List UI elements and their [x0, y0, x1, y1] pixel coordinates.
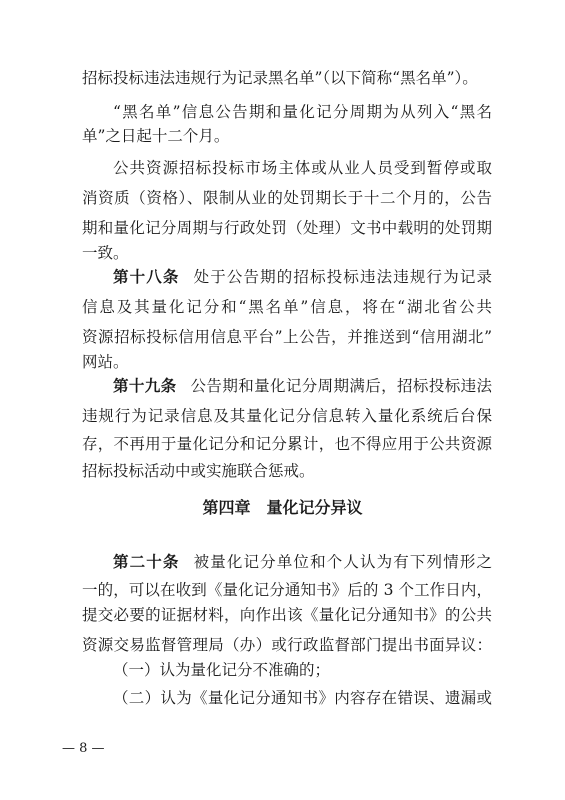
paragraph-line: 期和量化记分周期与行政处罚（处理）文书中载明的处罚期 [82, 219, 492, 237]
article-18-text: 处于公告期的招标投标违法违规行为记录 [193, 268, 492, 286]
paragraph-line: 资源交易监督管理局（办）或行政监督部门提出书面异议： [82, 636, 492, 654]
article-20-title: 第二十条 [113, 553, 180, 571]
article-20-first-line [113, 552, 492, 572]
paragraph-line: 网站。 [82, 353, 129, 371]
paragraph-line: 招标投标活动中或实施联合惩戒。 [82, 462, 315, 480]
article-20-text: 被量化记分单位和个人认为有下列情形之 [193, 553, 492, 571]
article-19-text: 公告期和量化记分周期满后，招标投标违法 [190, 377, 492, 395]
paragraph-line: 存，不再用于量化记分和记分累计，也不得应用于公共资源 [82, 435, 492, 453]
chapter-heading: 第四章 量化记分异议 [202, 498, 363, 517]
paragraph-line: 提交必要的证据材料，向作出该《量化记分通知书》的公共 [82, 606, 492, 624]
paragraph-line: 一致。 [82, 244, 129, 262]
article-19-title: 第十九条 [113, 377, 177, 395]
article-19-first-line [113, 376, 492, 396]
paragraph-line: 单”之日起十二个月。 [82, 127, 230, 145]
paragraph-line: 消资质（资格）、限制从业的处罚期长于十二个月的，公告 [82, 189, 492, 207]
paragraph-line: “黑名单”信息公告期和量化记分周期为从列入“黑名 [113, 103, 492, 121]
paragraph-line: 公共资源招标投标市场主体或从业人员受到暂停或取 [113, 159, 492, 177]
paragraph-line: 信息及其量化记分和“黑名单”信息，将在“湖北省公共 [82, 298, 492, 316]
paragraph-line: 一的，可以在收到《量化记分通知书》后的 3 个工作日内， [82, 581, 492, 599]
article-18-title: 第十八条 [113, 268, 180, 286]
paragraph-line: 违规行为记录信息及其量化记分信息转入量化系统后台保 [82, 407, 492, 425]
article-18-first-line [113, 267, 492, 287]
list-item: （二）认为《量化记分通知书》内容存在错误、遗漏或 [113, 689, 492, 707]
list-item: （一）认为量化记分不准确的； [113, 661, 331, 679]
paragraph-line: 资源招标投标信用信息平台”上公告，并推送到“信用湖北” [82, 328, 492, 346]
page-number: — 8 — [62, 741, 105, 756]
paragraph-line: 招标投标违法违规行为记录黑名单”（以下简称“黑名单”）。 [82, 69, 478, 87]
